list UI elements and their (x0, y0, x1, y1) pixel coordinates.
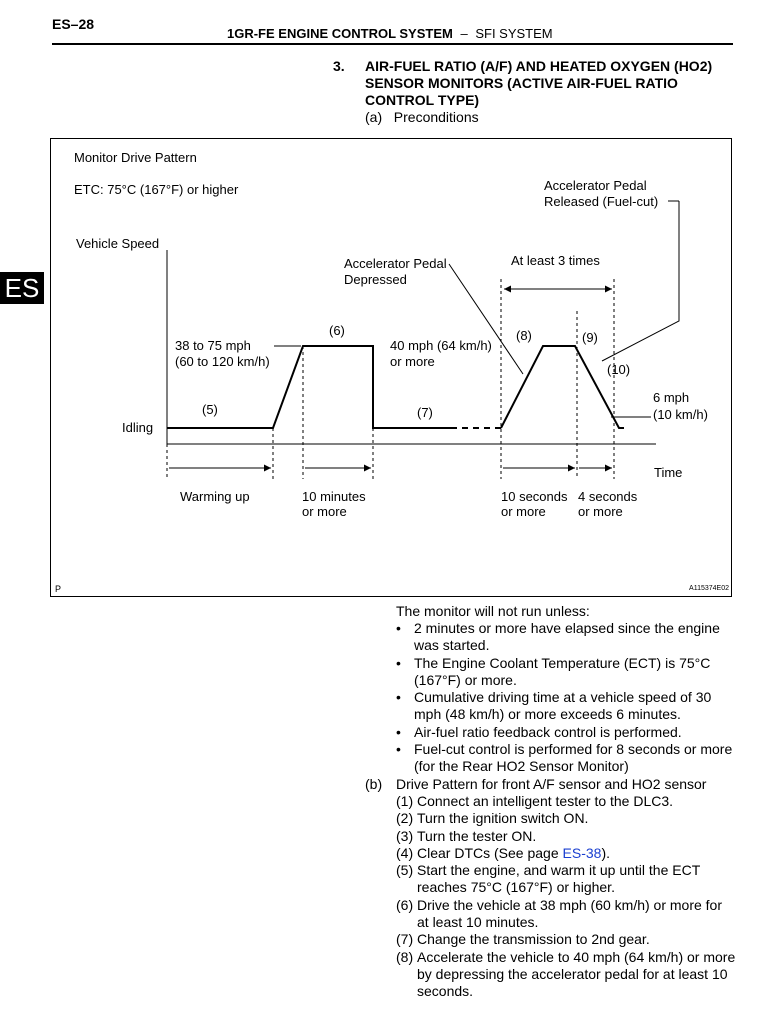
step-item (396, 810, 736, 827)
accel-speed-more-label: or more (390, 354, 435, 369)
step-text: Drive the vehicle at 38 mph (60 km/h) or more for at least 10 minutes. (417, 896, 723, 931)
drive-pattern-diagram (51, 139, 733, 598)
etc-condition: ETC: 75°C (167°F) or higher (74, 182, 239, 197)
x-axis-label: Time (654, 465, 683, 480)
step-text: Connect an intelligent tester to the DLC3. (417, 793, 674, 809)
page-ref-link[interactable]: ES-38 (562, 844, 602, 861)
step-text: Turn the tester ON. (417, 827, 537, 844)
step-8-marker: (8) (516, 328, 532, 343)
warming-up-label: Warming up (180, 489, 250, 504)
drive-pattern-label: (b) (365, 776, 383, 792)
decel-speed-kmh-label: (10 km/h) (653, 407, 708, 422)
step-item (396, 862, 736, 897)
figure-title: Monitor Drive Pattern (74, 150, 197, 165)
step-number: (1) (396, 793, 417, 809)
step-number: (7) (396, 931, 417, 948)
preconditions-heading: (a) Preconditions (365, 109, 479, 125)
system-title (227, 26, 553, 41)
section-side-tab: ES (0, 272, 44, 304)
step-5-marker: (5) (202, 402, 218, 417)
accel-speed-label: 40 mph (64 km/h) (390, 338, 492, 353)
figure-id: A115374E02 (689, 585, 729, 592)
step-text: Change the transmission to 2nd gear. (417, 931, 650, 948)
pedal-depressed-label: Accelerator Pedal (344, 256, 447, 271)
ten-seconds-label: 10 seconds (501, 489, 568, 504)
step-number: (6) (396, 896, 417, 913)
section-title: AIR-FUEL RATIO (A/F) AND HEATED OXYGEN (HO2) SENSOR MONITORS (ACTIVE AIR-FUEL RATIO CONTROL TYPE) (365, 58, 713, 108)
step-text-post: ). (601, 844, 610, 861)
speed-trace-cycle (501, 346, 624, 428)
four-seconds-more-label: or more (578, 504, 623, 519)
system-title-sub: SFI SYSTEM (475, 26, 553, 41)
step-9-marker: (9) (582, 330, 598, 345)
monitor-intro: The monitor will not run unless: (396, 603, 590, 619)
page-code: ES–28 (52, 16, 95, 32)
condition-item: • 2 minutes or more have elapsed since the engine was started. (396, 620, 736, 655)
step-item (396, 931, 736, 948)
step-text: Start the engine, and warm it up until the ECT reaches 75°C (167°F) or higher. (417, 862, 701, 896)
four-seconds-label: 4 seconds (578, 489, 638, 504)
step-7-marker: (7) (417, 405, 433, 420)
speed-range-label: 38 to 75 mph (175, 338, 251, 353)
step-number: (8) (396, 948, 417, 965)
procedure-steps (396, 793, 736, 1001)
condition-item: • Air-fuel ratio feedback control is performed. (396, 724, 736, 741)
step-10-marker: (10) (607, 362, 631, 377)
y-axis-label: Vehicle Speed (76, 236, 160, 251)
step-6-marker: (6) (329, 323, 345, 338)
idling-label: Idling (122, 420, 154, 435)
system-title-main: 1GR-FE ENGINE CONTROL SYSTEM (227, 26, 453, 41)
ten-minutes-more-label: or more (302, 504, 347, 519)
monitor-drive-pattern-figure (50, 138, 732, 597)
step-number: (4) (396, 844, 417, 861)
time-markers (167, 279, 614, 479)
figure-corner-mark: P (55, 584, 62, 594)
step-item (396, 845, 736, 862)
step-item (396, 949, 736, 1001)
step-item (396, 793, 736, 810)
decel-speed-label: 6 mph (653, 390, 690, 405)
repeat-count-label: At least 3 times (511, 253, 600, 268)
condition-item: • Cumulative driving time at a vehicle speed of 30 mph (48 km/h) or more exceeds 6 minutes. (396, 689, 736, 724)
pedal-released-label-2: Released (Fuel-cut) (544, 194, 659, 209)
speed-range-kmh-label: (60 to 120 km/h) (175, 354, 270, 369)
step-text: Accelerate the vehicle to 40 mph (64 km/h) or more by depressing the accelerator pedal for at least 10 seconds. (417, 948, 736, 1000)
pedal-released-label: Accelerator Pedal (544, 178, 647, 193)
condition-item: • The Engine Coolant Temperature (ECT) is 75°C (167°F) or more. (396, 655, 736, 690)
pedal-depressed-label-2: Depressed (344, 272, 407, 287)
step-item (396, 828, 736, 845)
header-rule (52, 43, 733, 45)
title-separator: – (460, 26, 468, 41)
step-text: Turn the ignition switch ON. (417, 810, 589, 827)
step-text-pre: Clear DTCs (See page (417, 844, 563, 861)
section-number: 3. (333, 58, 345, 74)
drive-pattern-heading: Drive Pattern for front A/F sensor and HO2 sensor (396, 776, 707, 792)
step-number: (5) (396, 862, 417, 879)
step-number: (3) (396, 827, 417, 844)
step-text (417, 845, 736, 862)
step-item (396, 897, 736, 932)
ten-seconds-more-label: or more (501, 504, 546, 519)
duration-arrows (169, 289, 612, 468)
step-number: (2) (396, 810, 417, 827)
condition-item: • Fuel-cut control is performed for 8 seconds or more (for the Rear HO2 Sensor Monitor) (396, 741, 736, 776)
leader-lines (274, 201, 679, 417)
ten-minutes-label: 10 minutes (302, 489, 366, 504)
conditions-list (396, 620, 736, 776)
